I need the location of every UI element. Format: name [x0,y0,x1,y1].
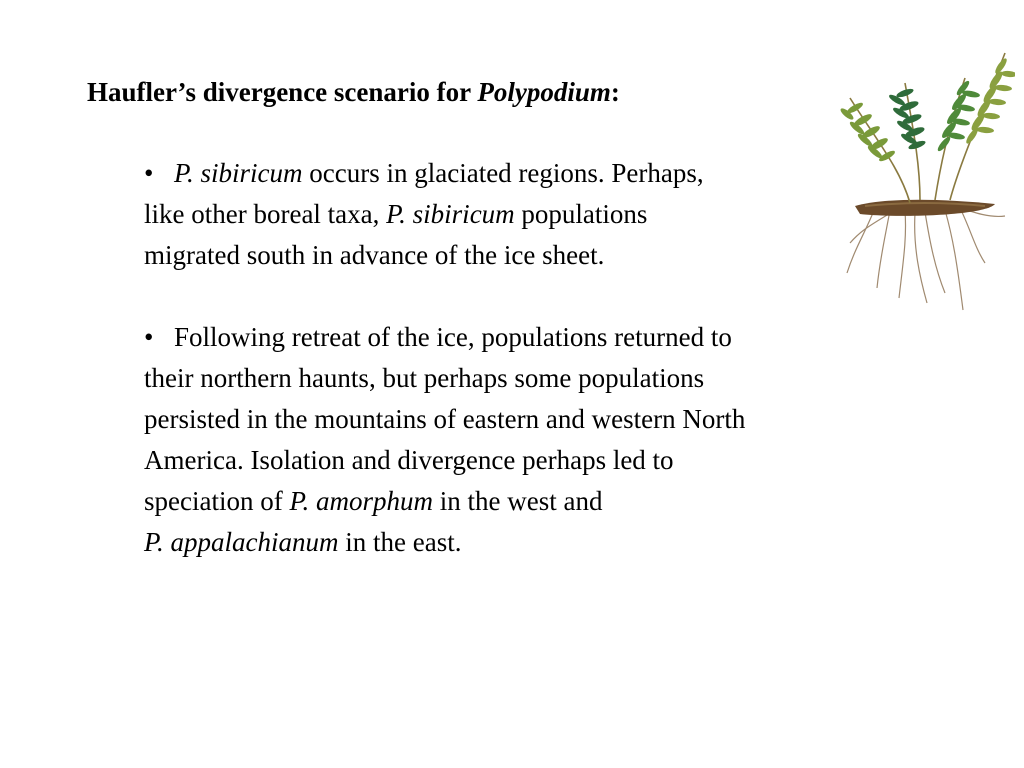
frond-1 [839,101,896,163]
bullet-2-line-2 [144,358,934,399]
fern-illustration-icon [835,48,1015,313]
text-run: Following retreat of the ice, populations returned to [174,322,732,352]
bullet-marker: • [144,158,154,188]
bullet-2-line-1 [144,317,934,358]
bullet-1-line-1 [144,153,934,194]
text-run: America. Isolation and divergence perhaps led to [144,445,674,475]
text-run: migrated south in advance of the ice sheet. [144,240,605,270]
bullet-1 [144,153,934,276]
species-name: P. amorphum [289,486,433,516]
roots [847,206,1005,310]
species-name: P. sibiricum [174,158,303,188]
bullet-marker: • [144,322,154,352]
species-name: P. appalachianum [144,527,339,557]
frond-3 [936,79,980,153]
slide-title [87,72,620,112]
bullet-1-line-3 [144,235,934,276]
species-name: P. sibiricum [386,199,515,229]
text-run: occurs in glaciated regions. Perhaps, [302,158,704,188]
rhizome [855,200,995,216]
title-prefix: Haufler’s divergence scenario for [87,77,478,107]
title-suffix: : [610,77,620,107]
text-run: persisted in the mountains of eastern and western North [144,404,746,434]
bullet-2-line-5 [144,481,934,522]
bullet-1-line-2 [144,194,934,235]
frond-4 [964,57,1015,145]
text-run: their northern haunts, but perhaps some populations [144,363,705,393]
text-run: like other boreal taxa, [144,199,387,229]
text-run: populations [514,199,648,229]
text-run: speciation of [144,486,290,516]
bullet-2-line-6 [144,522,934,563]
text-run: in the west and [433,486,603,516]
bullet-2-line-3 [144,399,934,440]
title-genus: Polypodium [477,77,611,107]
text-run: in the east. [338,527,462,557]
bullet-2 [144,317,934,563]
bullet-2-line-4 [144,440,934,481]
